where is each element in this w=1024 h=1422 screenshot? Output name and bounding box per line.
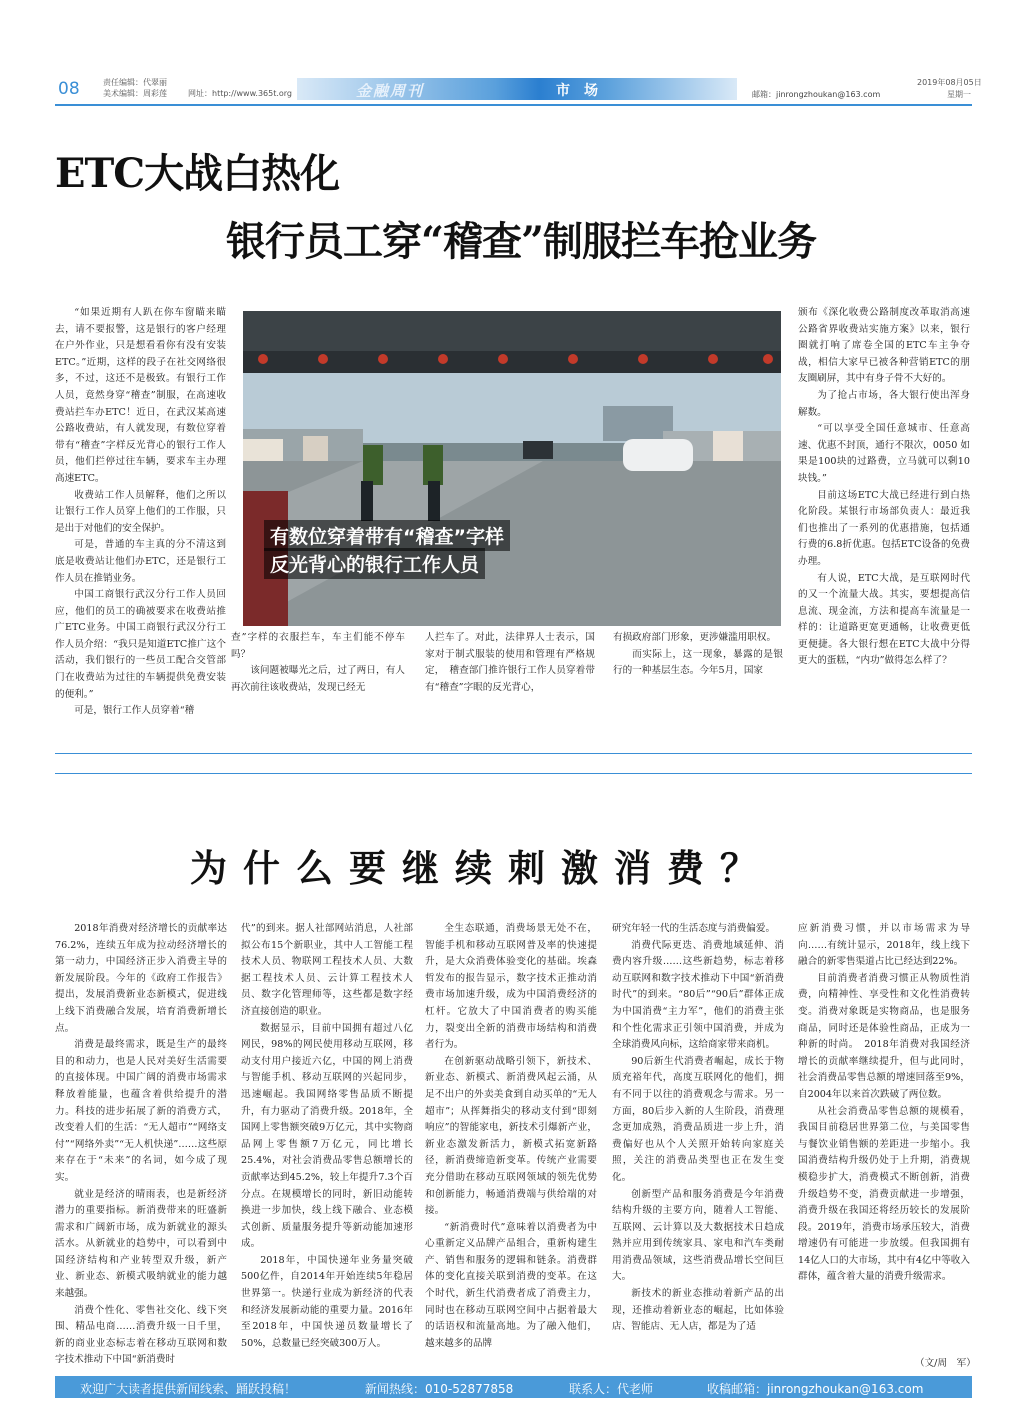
- paragraph: 而实际上，这一现象，暴露的是银行的一种基层生态。今年5月，国家: [613, 648, 783, 677]
- paragraph: “新消费时代”意味着以消费者为中心重新定义品牌产品组合，重新构建生产、销售和服务的逻辑和链条。消费群体的变化直接关联到消费的变革。在这个时代，新生代消费者成了消费主力，同时也在移动互联网空间中占据着最大的话语权和流量高地。为了融入他们，越来越多的品牌: [425, 1221, 597, 1349]
- section-title: 市场: [556, 83, 612, 99]
- paragraph: 收费站工作人员解释，他们之所以让银行工作人员穿上他们的工作服，只是出于对他们的安全保护。: [55, 489, 226, 534]
- paragraph: 2018年消费对经济增长的贡献率达76.2%，连续五年成为拉动经济增长的第一动力，中国经济正步入消费主导的新发展阶段。今年的《政府工作报告》提出，发展消费新业态新模式，促进线上线下消费融合发展，培育消费新增长点。: [55, 923, 227, 1034]
- paragraph: “如果近期有人趴在你车窗瞄来瞄去，请不要报警，这是银行的客户经理在户外作业，只是想看看你有没有安装ETC。”近期，这样的段子在社交网络很多，不过，这还不是极致。有银行工作人员，竟然身穿“稽查”制服，在高速收费站拦车办ETC！近日，在武汉某高速公路收费站，有人就发现，有数位穿着带有“稽查”字样反光背心的银行工作人员，他们拦停过往车辆，要求车主办理高速ETC。: [55, 307, 226, 484]
- editor-credits: [103, 77, 167, 99]
- photo-caption-line-2: 反光背心的银行工作人员: [264, 548, 485, 579]
- paragraph: 应新消费习惯，并以市场需求为导向……有统计显示，2018年，线上线下融合的新零售渠道占比已经达到22%。: [798, 923, 970, 968]
- page-header: [0, 76, 1024, 104]
- article1-headline-main: ETC大战白热化: [55, 150, 340, 197]
- header-rule: [55, 104, 972, 106]
- paragraph: 90后新生代消费者崛起，成长于物质充裕年代，高度互联网化的他们，拥有不同于以往的消费观念与需求。另一方面，80后步入新的人生阶段，消费理念更加成熟，消费品质进一步上升，消费偏好也从个人关照开始转向家庭关照，关注的消费品类型也正在发生变化。: [612, 1055, 784, 1183]
- paragraph: 研究年轻一代的生活态度与消费偏爱。: [612, 923, 776, 934]
- paragraph: 代”的到来。据人社部网站消息，人社部拟公布15个新职业，其中人工智能工程技术人员、物联网工程技术人员、大数据工程技术人员、云计算工程技术人员、数字化管理师等，这些都是数字经济直接创造的职业。: [241, 923, 413, 1017]
- editor-line: 责任编辑：代翠丽: [103, 78, 167, 87]
- weekday-text: 星期一: [947, 90, 971, 99]
- article2-headline: 为什么要继续刺激消费？: [190, 847, 773, 890]
- paragraph: 在创新驱动战略引领下，新技术、新业态、新模式、新消费风起云涌，从足不出户的外卖美食到自动买单的“无人超市”；从挥舞指尖的移动支付到“即刻响应”的智能家电，新技术引爆新产业，新业态激发新活力，新模式拓宽新路径，新消费缔造新变革。传统产业需要充分借助在移动互联网领域的领先优势和创新能力，畅通消费端与供给端的对接。: [425, 1055, 597, 1217]
- paragraph: 中国工商银行武汉分行工作人员回应，他们的员工的确被要求在收费站推广ETC业务。中国工商银行武汉分行工作人员介绍：“我只是知道ETC推广这个活动，我们银行的一些员工配合交管部门在收费站为过往的车辆提供免费安装的便利。”: [55, 589, 226, 700]
- article1-headline-sub: 银行员工穿“稽查”制服拦车抢业务: [226, 218, 817, 265]
- article2-column-5: [798, 921, 970, 1351]
- section-divider: [55, 773, 972, 774]
- paragraph: 人拦车了。对此，法律界人士表示，国家对于制式服装的使用和管理有严格规定， 稽查部门推许银行工作人员穿着带有“稽查”字眼的反光背心，: [425, 632, 595, 693]
- date-text: 2019年08月05日: [917, 78, 982, 87]
- paragraph: 创新型产品和服务消费是今年消费结构升级的主要方向，随着人工智能、互联网、云计算以及大数据技术日趋成熟并应用到传统家具、家电和汽车类耐用消费品领域，这些消费品增长空间巨大。: [612, 1188, 784, 1283]
- paragraph: 2018年，中国快递年业务量突破500亿件，自2014年开始连续5年稳居世界第一。快递行业成为新经济的代表和经济发展新动能的重要力量。2016年至2018年，中国快递员数量增长了50%，总数量已经突破300万人。: [241, 1254, 413, 1349]
- paragraph: 消费代际更迭、消费地域延伸、消费内容升级……这些新趋势，标志着移动互联网和数字技术推动下中国“新消费时代”的到来。“80后”“90后”群体正成为中国消费“主力军”，他们的消费主张和个性化需求正引领中国消费，并成为全球消费风向标，这给商家带来商机。: [612, 939, 784, 1051]
- header-email: 邮箱：jinrongzhoukan@163.com: [752, 90, 881, 99]
- paragraph: “可以享受全国任意城市、任意高速、优惠不封顶，通行不限次，0050 如果是100块的过路费，立马就可以剩10块钱。”: [798, 423, 970, 484]
- footer-hotline: 新闻热线：010-52877858: [365, 1382, 514, 1396]
- author-byline: （文/周 军）: [915, 1358, 976, 1369]
- website-url: 网址：http://www.365t.org: [188, 89, 293, 98]
- article2-column-3: [425, 921, 597, 1361]
- article2-column-1: [55, 921, 227, 1366]
- paragraph: 有损政府部门形象，更涉嫌滥用职权。: [613, 632, 777, 643]
- paragraph: 消费是最终需求，既是生产的最终目的和动力，也是人民对美好生活需要的直接体现。中国广阔的消费市场需求释放着能量，也蕴含着供给提升的潜力。科技的进步拓展了新的消费方式，改变着人们的生活：“无人超市”“网络支付”“网络外卖”“无人机快递”……这些原来存在于“未来”的名词，如今成了现实。: [55, 1039, 227, 1183]
- masthead-title: 金融周刊: [356, 82, 425, 100]
- footer-banner: [55, 1376, 972, 1398]
- paragraph: 就业是经济的晴雨表，也是新经济潜力的重要指标。新消费带来的旺盛新需求和广阔新市场，成为新就业的源头活水。从新就业的趋势中，可以看到中国经济结构和产业转型双升级，新产业、新业态、新模式吸纳就业的能力越来越强。: [55, 1188, 227, 1300]
- article1-column-4: [613, 630, 783, 694]
- issue-date: [917, 77, 982, 101]
- paragraph: 新技术的新业态推动着新产品的出现，还推动着新业态的崛起，比如体验店、智能店、无人店，都是为了适: [612, 1288, 784, 1333]
- paragraph: 从社会消费品零售总额的规模看，我国目前稳居世界第二位，与美国零售与餐饮业销售额的差距进一步缩小。我国消费结构升级仍处于上升期，消费规模稳步扩大，消费模式不断创新，消费升级趋势不变，消费贡献进一步增强，消费升级在我国还将经历较长的发展阶段。2019年，消费市场承压较大，消费增速仍有可能进一步放缓。但我国拥有14亿人口的大市场，其中有4亿中等收入群体，蕴含着大量的消费升级需求。: [798, 1105, 970, 1283]
- page-number: 08: [58, 79, 80, 99]
- paragraph: 为了抢占市场，各大银行使出浑身解数。: [798, 389, 970, 418]
- footer-contact: 联系人：代老师: [569, 1382, 654, 1396]
- paragraph: 有人说，ETC大战，是互联网时代的又一个流量大战。其实，要想提高信息流、现金流，方法和提高车流量是一样的：让道路更宽更通畅，让收费更低更便捷。各大银行想在ETC大战中分得更大的蛋糕，“内功”做得怎么样了？: [798, 572, 970, 667]
- paragraph: 全生态联通，消费场景无处不在，智能手机和移动互联网普及率的快速提升，是大众消费体验变化的基础。埃森哲发布的报告显示，数字技术正推动消费市场加速升级，成为中国消费经济的杠杆。它放大了中国消费者的购买能力，裂变出全新的消费市场结构和消费者行为。: [425, 923, 597, 1051]
- article2-column-2: [241, 921, 413, 1361]
- paragraph: 数据显示，目前中国拥有超过八亿网民，98%的网民使用移动互联网，移动支付用户接近六亿，中国的网上消费与智能手机、移动互联网的兴起同步，迅速崛起。我国网络零售品质不断提升，有力驱动了消费升级。2018年，全国网上零售额突破9万亿元，其中实物商品网上零售额7万亿元，同比增长25.4%，对社会消费品零售总额增长的贡献率达到45.2%，较上年提升7.3个百分点。在规模增长的同时，新旧动能转换进一步加快，线上线下融合、业态模式创新、质量服务提升等新动能加速形成。: [241, 1022, 413, 1250]
- paragraph: 查”字样的衣服拦车，车主们能不停车吗？: [231, 632, 405, 660]
- article2-column-4: [612, 921, 784, 1361]
- photo-caption-line-1: 有数位穿着带有“稽查”字样: [264, 520, 510, 551]
- paragraph: 消费个性化、零售社交化、线下突围、精品电商……消费升级一日千里，新的商业业态标志着在移动互联网和数字技术推动下中国“新消费时: [55, 1304, 227, 1366]
- article1-column-5: [798, 305, 970, 693]
- paragraph: 可是，普通的车主真的分不清这到底是收费站让他们办ETC，还是银行工作人员在推销业务。: [55, 539, 226, 584]
- footer-welcome: 欢迎广大读者提供新闻线索、踊跃投稿！: [80, 1382, 297, 1396]
- paragraph: 目前消费者消费习惯正从物质性消费，向精神性、享受性和文化性消费转变。消费对象既是实物商品，也是服务商品，同时还是体验性商品，正成为一种新的时尚。 2018年消费对我国经济增长的贡献率继续提升，但与此同时，社会消费品零售总额的增速回落至9%，自2004年以来首次跌破了两位数。: [798, 972, 970, 1100]
- paragraph: 该问题被曝光之后，过了两日，有人再次前往该收费站，发现已经无: [231, 665, 405, 693]
- footer-email: 收稿邮箱：jinrongzhoukan@163.com: [707, 1382, 924, 1396]
- paragraph: 颁布《深化收费公路制度改革取消高速公路省界收费站实施方案》以来，银行圈就打响了席卷全国的ETC车主争夺战，相信大家早已被各种营销ETC的朋友圈刷屏，其中有身子骨不大好的。: [798, 307, 970, 385]
- art-editor-line: 美术编辑：周彩莲: [103, 89, 167, 98]
- article1-column-3: [425, 630, 595, 694]
- paragraph: 可是，银行工作人员穿着“稽: [74, 705, 195, 717]
- section-divider: [55, 753, 972, 754]
- article1-column-2: [231, 630, 405, 694]
- paragraph: 目前这场ETC大战已经进行到白热化阶段。某银行市场部负责人：最近我们也推出了一系列的优惠措施，包括通行费的6.8折优惠。包括ETC设备的免费办理。: [798, 489, 970, 567]
- article1-column-1: [55, 305, 226, 717]
